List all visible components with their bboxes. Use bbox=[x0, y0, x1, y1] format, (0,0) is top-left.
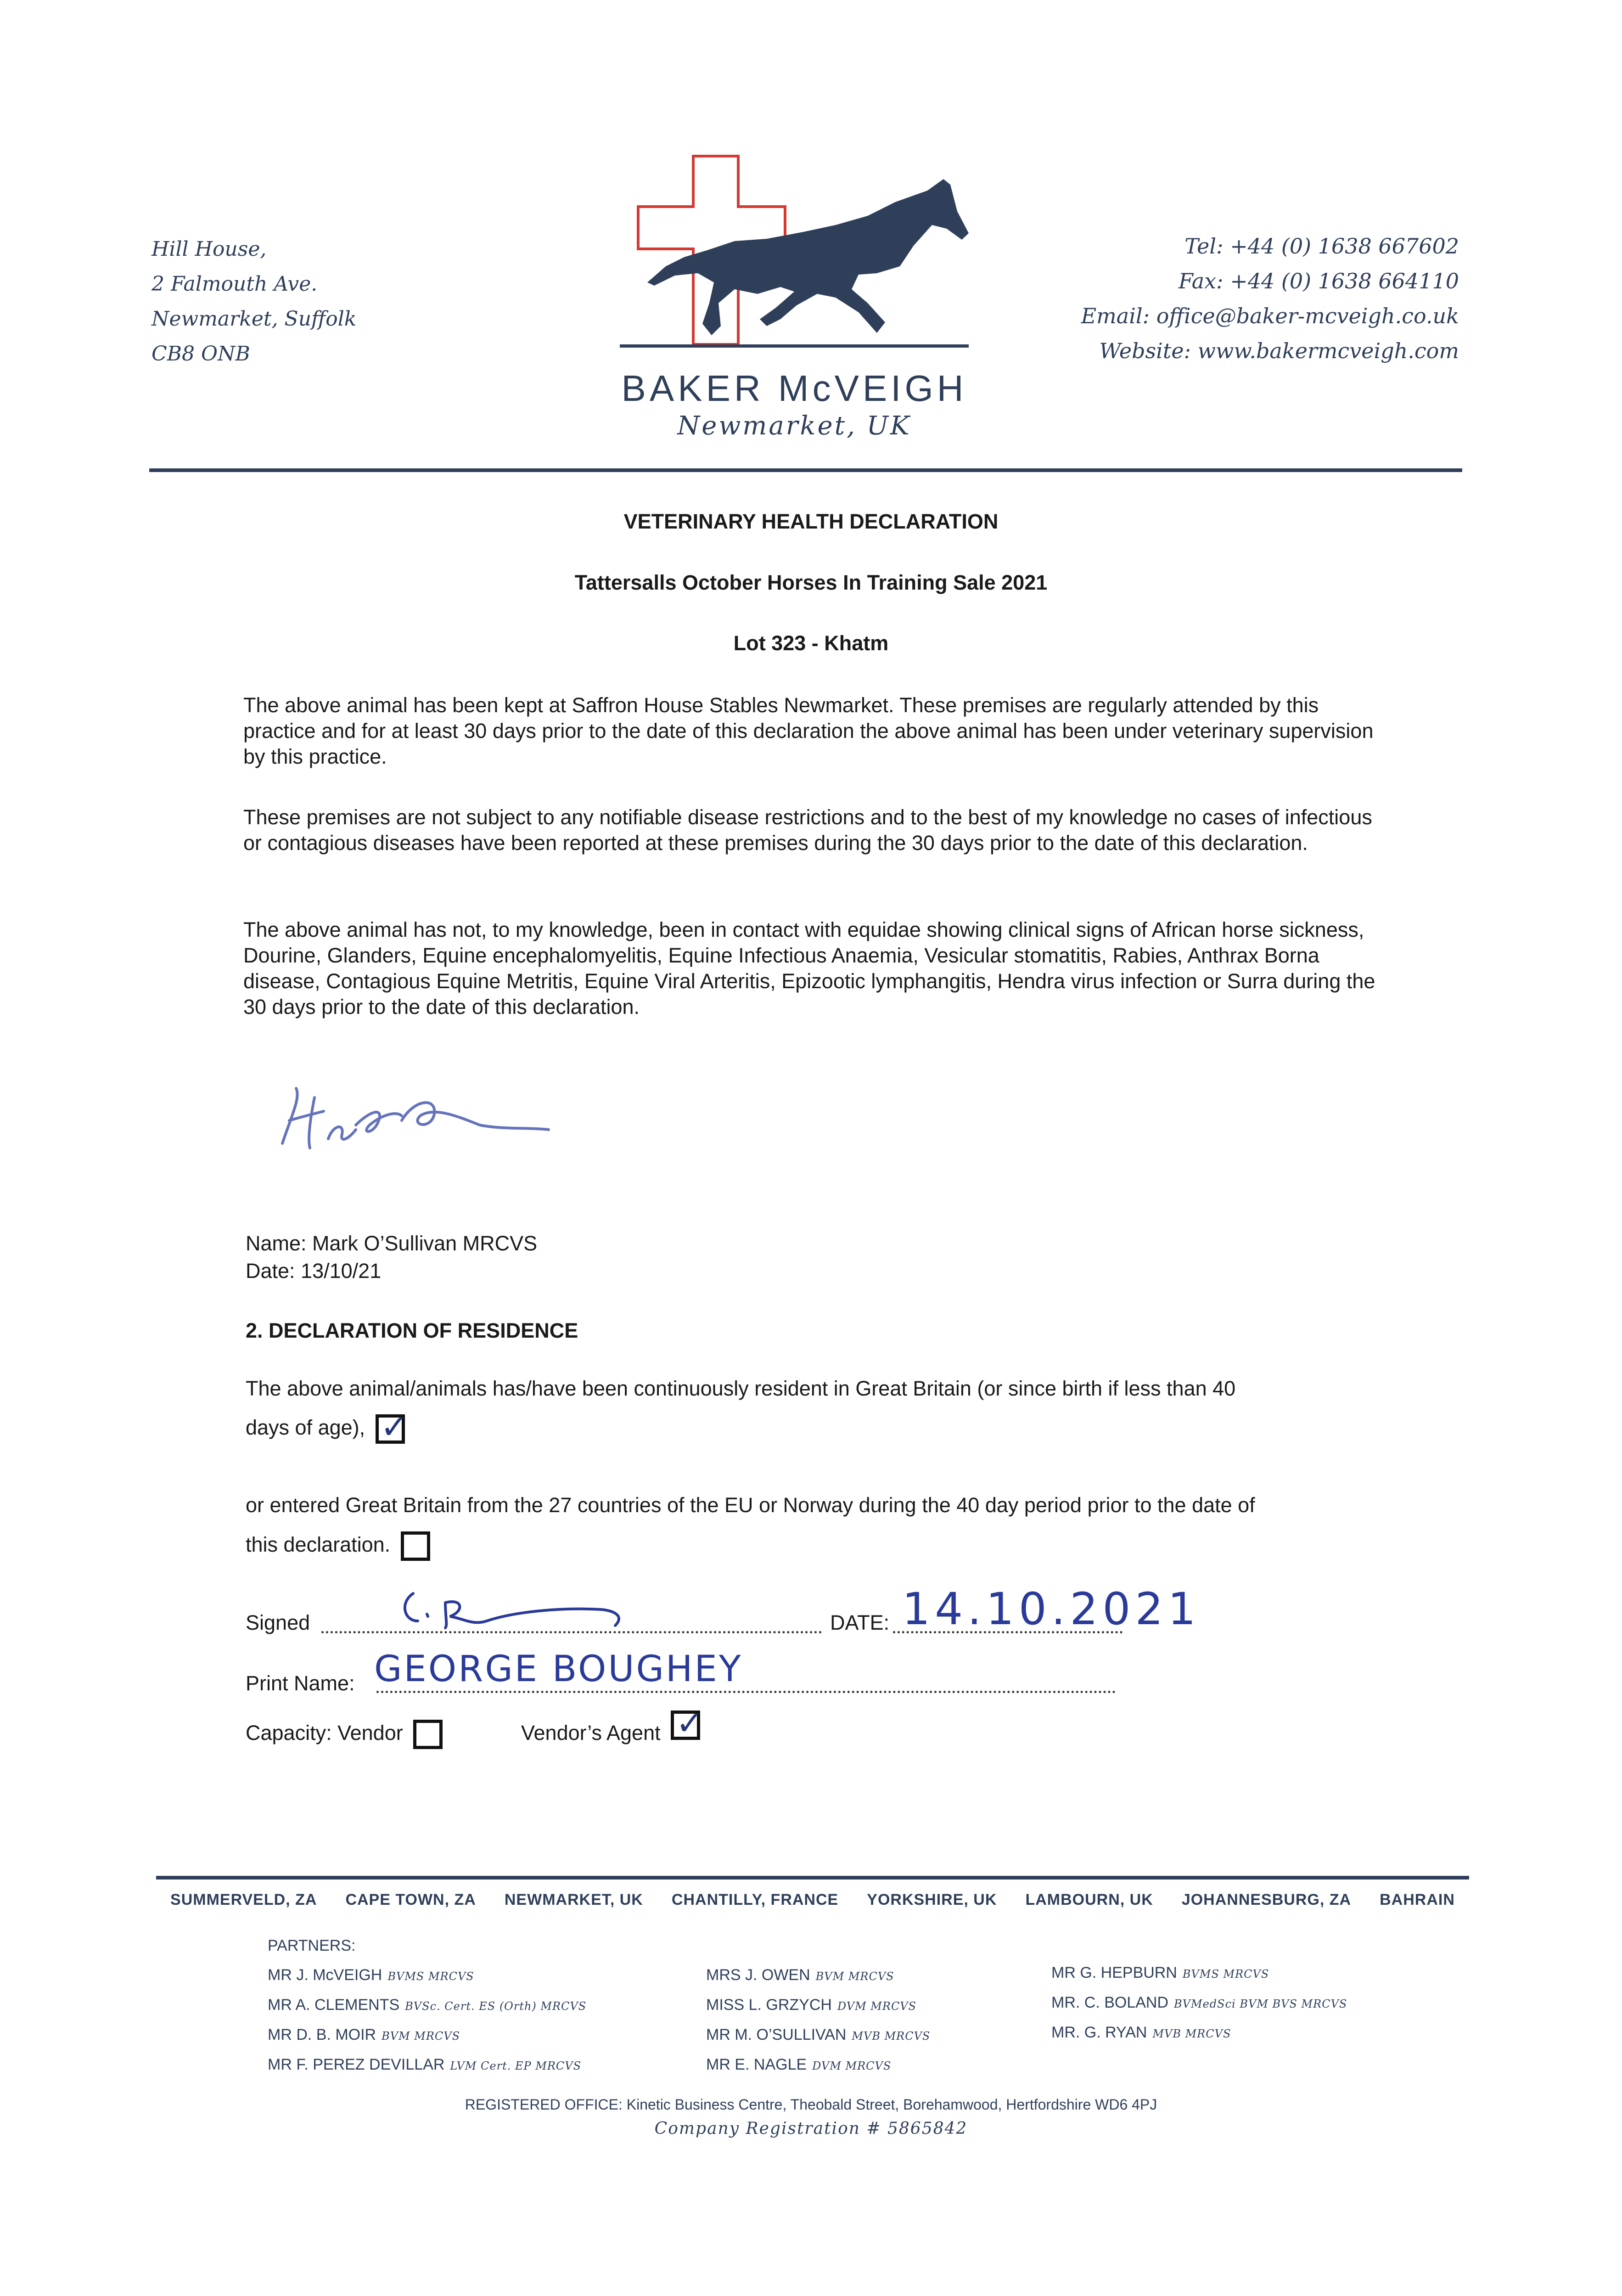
partner-quals: MVB MRCVS bbox=[1152, 2027, 1231, 2040]
partner-entry bbox=[268, 1991, 586, 2020]
contact-right bbox=[1081, 229, 1459, 368]
partner-name: MR D. B. MOIR bbox=[268, 2026, 376, 2043]
partner-quals: DVM MRCVS bbox=[837, 2000, 917, 2013]
entered-checkbox[interactable] bbox=[401, 1531, 430, 1561]
partner-quals: DVM MRCVS bbox=[812, 2060, 892, 2072]
print-name-dotted-line bbox=[376, 1691, 1116, 1693]
partner-quals: BVM MRCVS bbox=[815, 1970, 894, 1983]
galloping-horse-icon bbox=[647, 179, 969, 335]
vendor-checkbox[interactable] bbox=[413, 1720, 443, 1749]
partner-quals: BVMedSci BVM BVS MRCVS bbox=[1174, 1998, 1347, 2010]
address-line: 2 Falmouth Ave. bbox=[152, 272, 318, 296]
partner-entry bbox=[1051, 1988, 1347, 2018]
city: NEWMARKET, UK bbox=[504, 1891, 643, 1908]
partner-name: MR J. McVEIGH bbox=[268, 1966, 382, 1984]
residence-heading: 2. DECLARATION OF RESIDENCE bbox=[246, 1319, 578, 1342]
footer-rule bbox=[156, 1876, 1469, 1880]
partner-entry bbox=[1051, 2018, 1347, 2048]
partner-entry bbox=[268, 1961, 586, 1991]
residence-line-1-end-text: days of age), bbox=[246, 1415, 365, 1439]
address-left bbox=[152, 232, 356, 371]
fax-line: Fax: +44 (0) 1638 664110 bbox=[1178, 269, 1459, 293]
residence-line-1: The above animal/animals has/have been continuously resident in Great Britain (or since birth if less than 40 bbox=[246, 1377, 1236, 1400]
phone-line: Tel: +44 (0) 1638 667602 bbox=[1184, 234, 1459, 259]
partner-entry bbox=[706, 1991, 930, 2020]
partners-label: PARTNERS: bbox=[268, 1937, 356, 1954]
vendors-agent-label: Vendor’s Agent bbox=[521, 1721, 661, 1745]
address-line: CB8 ONB bbox=[152, 342, 250, 366]
checkmark-icon: ✓ bbox=[676, 1704, 704, 1742]
partner-entry bbox=[268, 2050, 586, 2080]
residence-line-1-end bbox=[246, 1407, 408, 1446]
checkmark-icon: ✓ bbox=[380, 1407, 408, 1446]
partner-quals: BVSc. Cert. ES (Orth) MRCVS bbox=[405, 2000, 587, 2013]
declaration-title: VETERINARY HEALTH DECLARATION bbox=[623, 510, 999, 533]
vendors-agent-row bbox=[521, 1704, 704, 1749]
agent-signature bbox=[395, 1575, 716, 1639]
partners-column-3 bbox=[1051, 1958, 1347, 2048]
date-label: DATE: bbox=[830, 1611, 890, 1634]
company-registration: Company Registration # 5865842 bbox=[654, 2119, 968, 2138]
partner-quals: LVM Cert. EP MRCVS bbox=[450, 2060, 582, 2072]
paragraph: The above animal has not, to my knowledge, been in contact with equidae showing clinical signs of African horse sickness, Dourine, Glanders, Equine encephalomyelitis, Equine Infectious Anaemia, Vesicular stomatitis, Rabies, Anthrax Borna disease, Contagious Equine Metritis, Equine Viral Arteritis, Epizootic lymphangitis, Hendra virus infection or Surra during the 30 days prior to the date of this declaration. bbox=[243, 918, 1375, 1019]
sale-title: Tattersalls October Horses In Training Sale 2021 bbox=[574, 571, 1048, 594]
city: YORKSHIRE, UK bbox=[867, 1891, 997, 1908]
signatory-name: Name: Mark O’Sullivan MRCVS bbox=[246, 1232, 538, 1255]
signed-label: Signed bbox=[246, 1611, 310, 1634]
brand-place: Newmarket, UK bbox=[677, 411, 911, 441]
website-line: Website: www.bakermcveigh.com bbox=[1099, 338, 1459, 363]
address-line: Hill House, bbox=[152, 237, 267, 261]
city: JOHANNESBURG, ZA bbox=[1181, 1891, 1352, 1908]
partner-name: MRS J. OWEN bbox=[706, 1966, 810, 1984]
partner-entry bbox=[706, 1961, 930, 1991]
partner-entry bbox=[706, 2020, 930, 2050]
registered-office: REGISTERED OFFICE: Kinetic Business Centre, Theobald Street, Borehamwood, Hertfordshire WD6 4PJ bbox=[465, 2096, 1157, 2113]
partner-entry bbox=[706, 2050, 930, 2080]
partner-name: MR M. O’SULLIVAN bbox=[706, 2026, 847, 2043]
office-cities bbox=[156, 1891, 1469, 1909]
print-name-label: Print Name: bbox=[246, 1671, 355, 1695]
partner-name: MR. C. BOLAND bbox=[1051, 1994, 1169, 2011]
partner-quals: BVMS MRCVS bbox=[387, 1970, 474, 1983]
header-rule bbox=[149, 468, 1462, 472]
partner-name: MR. G. RYAN bbox=[1051, 2024, 1147, 2041]
city: LAMBOURN, UK bbox=[1025, 1891, 1153, 1908]
address-line: Newmarket, Suffolk bbox=[152, 307, 357, 331]
partner-quals: BVMS MRCVS bbox=[1182, 1968, 1269, 1981]
partner-name: MISS L. GRZYCH bbox=[706, 1996, 832, 2014]
partner-name: MR G. HEPBURN bbox=[1051, 1964, 1177, 1981]
partner-name: MR F. PEREZ DEVILLAR bbox=[268, 2056, 445, 2073]
partner-name: MR E. NAGLE bbox=[706, 2056, 807, 2073]
partner-quals: BVM MRCVS bbox=[382, 2030, 460, 2043]
capacity-row bbox=[246, 1720, 443, 1749]
partners-column-1 bbox=[268, 1961, 586, 2080]
residence-line-2-end-text: this declaration. bbox=[246, 1532, 391, 1556]
email-line: Email: office@baker-mcveigh.co.uk bbox=[1081, 304, 1459, 328]
capacity-vendor-label: Capacity: Vendor bbox=[246, 1721, 403, 1745]
resident-checkbox[interactable] bbox=[376, 1407, 408, 1446]
brand-name: BAKER McVEIGH bbox=[621, 368, 967, 409]
partners-column-2 bbox=[706, 1961, 930, 2080]
handwritten-print-name: GEORGE BOUGHEY bbox=[374, 1649, 743, 1690]
partner-entry bbox=[1051, 1958, 1347, 1988]
residence-line-2: or entered Great Britain from the 27 countries of the EU or Norway during the 40 day period prior to the date of bbox=[246, 1493, 1255, 1517]
partner-entry bbox=[268, 2020, 586, 2050]
vet-signature bbox=[264, 1070, 558, 1162]
city: SUMMERVELD, ZA bbox=[170, 1891, 317, 1908]
paragraph: The above animal has been kept at Saffron House Stables Newmarket. These premises are regularly attended by this practice and for at least 30 days prior to the date of this declaration the above animal has been under veterinary supervision by this practice. bbox=[243, 693, 1374, 768]
city: CHANTILLY, FRANCE bbox=[671, 1891, 839, 1908]
logo-rule bbox=[620, 344, 969, 348]
city: BAHRAIN bbox=[1380, 1891, 1455, 1908]
city: CAPE TOWN, ZA bbox=[345, 1891, 476, 1908]
residence-line-2-end bbox=[246, 1531, 430, 1561]
vendors-agent-checkbox[interactable] bbox=[671, 1704, 704, 1742]
signatory-date: Date: 13/10/21 bbox=[246, 1259, 382, 1283]
lot-title: Lot 323 - Khatm bbox=[733, 631, 889, 655]
partner-quals: MVB MRCVS bbox=[852, 2030, 931, 2043]
handwritten-date: 14.10.2021 bbox=[902, 1583, 1201, 1635]
paragraph: These premises are not subject to any notifiable disease restrictions and to the best of my knowledge no cases of infectious or contagious diseases have been reported at these premises during the 30 days prior to the date of this declaration. bbox=[243, 805, 1372, 855]
partner-name: MR A. CLEMENTS bbox=[268, 1996, 400, 2014]
